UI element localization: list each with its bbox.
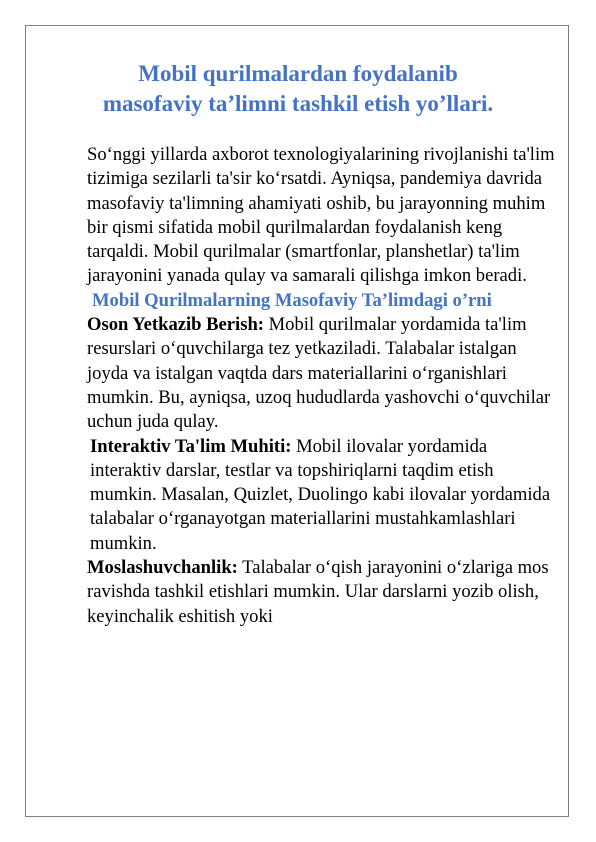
item-text: Mobil ilovalar yordamida interaktiv darslar, testlar va topshiriqlarni taqdim etish mumkin. Masalan, Quizlet, Duolingo kabi ilovalar yordamida talabalar o‘rganayotgan materiallarini mustahkamlashlari mumkin.: [90, 435, 551, 554]
item-flexibility: [87, 556, 562, 629]
section-heading: Mobil Qurilmalarning Masofaviy Ta’limdagi o’rni: [92, 289, 492, 311]
item-easy-delivery: [87, 313, 562, 434]
document-body: [87, 143, 562, 629]
item-interactive-environment: [87, 435, 562, 556]
item-text: Talabalar o‘qish jarayonini o‘zlariga mos ravishda tashkil etishlari mumkin. Ular darslarni yozib olish, keyinchalik eshitish yoki: [87, 557, 549, 627]
intro-paragraph: So‘nggi yillarda axborot texnologiyalarining rivojlanishi ta'lim tizimiga sezilarli ta'sir ko‘rsatdi. Ayniqsa, pandemiya davrida masofaviy ta'limning ahamiyati oshib, bu jarayonning muhim bir qismi sifatida mobil qurilmalardan foydalanish keng tarqaldi. Mobil qurilmalar (smartfonlar, planshetlar) ta'lim jarayonini yanada qulay va samarali qilishga imkon beradi.: [87, 144, 555, 287]
item-term: Moslashuvchanlik:: [87, 557, 238, 579]
title-line-1: Mobil qurilmalardan foydalanib: [138, 61, 458, 86]
title-line-2: masofaviy ta’limni tashkil etish yo’llari.: [102, 91, 494, 116]
document-title: [40, 59, 556, 119]
item-text: Mobil qurilmalar yordamida ta'lim resurslari o‘quvchilarga tez yetkaziladi. Talabalar istalgan joyda va istalgan vaqtda dars materiallarini o‘rganishlari mumkin. Bu, ayniqsa, uzoq hududlarda yashovchi o‘quvchilar uchun juda qulay.: [87, 314, 551, 433]
item-term: Oson Yetkazib Berish:: [87, 314, 264, 336]
item-term: Interaktiv Ta'lim Muhiti:: [90, 435, 292, 457]
